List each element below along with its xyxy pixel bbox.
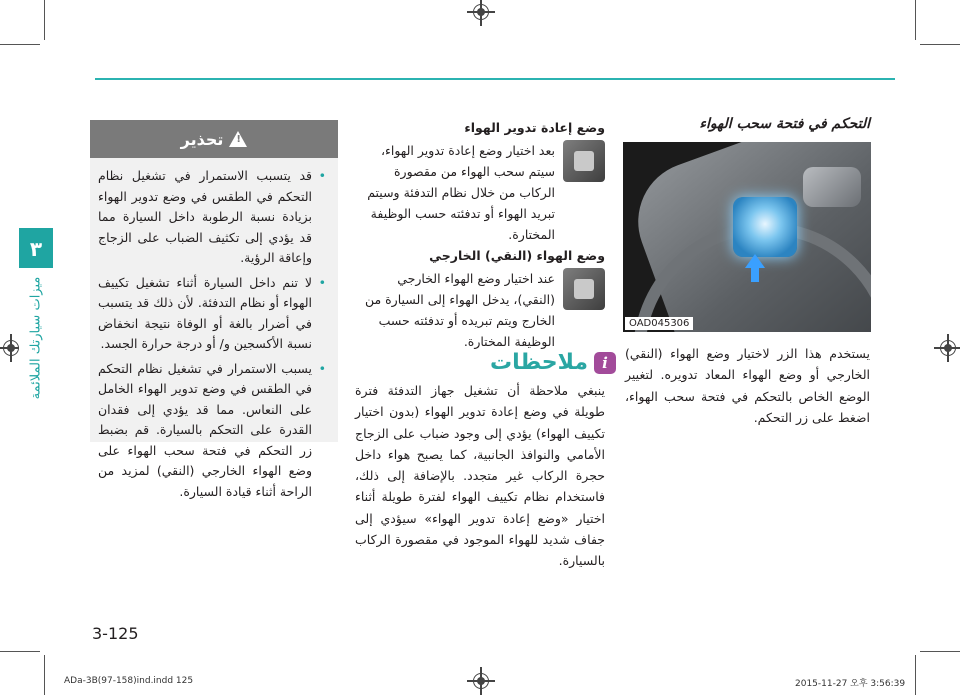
fresh-air-button-icon [563, 268, 605, 310]
fresh-text: عند اختيار وضع الهواء الخارجي (النقي)، يدخل الهواء إلى السيارة من الخارج ويتم تبريده أو تدفئته حسب الوظيفة المختارة. [364, 271, 555, 349]
arrow-stem [751, 268, 759, 282]
chapter-title-text: ميزات سيارتك الملائمة [28, 276, 44, 400]
info-icon: i [594, 352, 616, 374]
warning-triangle-icon: ! [229, 131, 247, 147]
intake-control-text: يستخدم هذا الزر لاختيار وضع الهواء (النقي) الخارجي أو وضع الهواء المعاد تدويره. لتغيير الوضع الخاص بالتحكم في فتحة سحب الهواء، اضغط على زر التحكم. [625, 346, 870, 425]
page-number: 3-125 [92, 624, 139, 643]
warning-list [90, 158, 338, 502]
registration-mark-icon [3, 340, 19, 356]
middle-column [355, 120, 605, 368]
recirc-text: بعد اختيار وضع إعادة تدوير الهواء، سيتم سحب الهواء من مقصورة الركاب من خلال نظام التدفئة وسيتم تبريد الهواء أو تدفئته حسب الوظيفة المختارة. [367, 143, 555, 242]
arrow-up-icon [745, 254, 765, 268]
notes-heading [490, 350, 616, 375]
warning-header [90, 120, 338, 158]
notes-text: ينبغي ملاحظة أن تشغيل جهاز التدفئة فترة طويلة في وضع إعادة تدوير الهواء (بدون اختيار تكييف الهواء) يؤدي إلى وجود ضباب على الزجاج الأمامي والنوافذ الجانبية، كما يصبح هواء داخل حجرة الركاب غير متجدد. بالإضافة إلى ذلك، فاستخدام نظام تكييف الهواء لفترة طويلة أثناء اختيار «وضع إعادة تدوير الهواء» سيؤدي إلى جفاف شديد للهواء الموجود في مقصورة الركاب بالسيارة. [355, 383, 605, 569]
recirc-section [355, 120, 605, 240]
notes-title: ملاحظات [490, 350, 588, 375]
intake-control-photo [623, 142, 871, 332]
fresh-title: وضع الهواء (النقي) الخارجي [429, 248, 605, 263]
registration-mark-icon [473, 673, 489, 689]
warning-title: تحذير [180, 129, 224, 149]
footer-stamp: 2015-11-27 오후 3:56:39 [795, 679, 906, 689]
footer-file: ADa-3B(97-158)ind.indd 125 [64, 676, 194, 686]
intake-control-title: التحكم في فتحة سحب الهواء [699, 116, 870, 132]
crop-mark [0, 651, 40, 652]
registration-mark-icon [940, 340, 956, 356]
recirc-button-icon [563, 140, 605, 182]
recirc-title: وضع إعادة تدوير الهواء [464, 120, 605, 135]
air-intake-button-icon [733, 197, 797, 257]
crop-mark [920, 44, 960, 45]
warning-box [90, 120, 338, 499]
chapter-number-tab: ٣ [19, 228, 53, 270]
adjacent-button-icon [803, 167, 861, 207]
warning-item: • يسبب الاستمرار في تشغيل نظام التحكم في الطقس في وضع تدوير الهواء الخامل على النعاس. مما قد يؤدي إلى فقدان القدرة على التحكم بالسيارة. قم بضبط زر التحكم في فتحة سحب الهواء على وضع الهواء الخارجي (النقي) لمزيد من الراحة أثناء قيادة السيارة. [98, 359, 326, 503]
chapter-title [19, 268, 53, 408]
crop-mark [915, 0, 916, 40]
crop-mark [44, 0, 45, 40]
registration-mark-icon [473, 4, 489, 20]
crop-mark [44, 655, 45, 695]
crop-mark [0, 44, 40, 45]
warning-item: • لا تنم داخل السيارة أثناء تشغيل تكييف الهواء أو نظام التدفئة. لأن ذلك قد يتسبب في أضرار بالغة أو الوفاة نتيجة انخفاض نسبة الأكسجين و/ أو درجة حرارة الجسد. [98, 273, 326, 355]
warning-item: • قد يتسبب الاستمرار في تشغيل نظام التحكم في الطقس في وضع تدوير الهواء بزيادة نسبة الرطوبة داخل السيارة مما قد يؤدي إلى تكثيف الضباب على الزجاج وإعاقة الرؤية. [98, 166, 326, 269]
image-code: OAD045306 [625, 317, 693, 330]
header-rule [95, 78, 895, 80]
crop-mark [920, 651, 960, 652]
crop-mark [915, 655, 916, 695]
